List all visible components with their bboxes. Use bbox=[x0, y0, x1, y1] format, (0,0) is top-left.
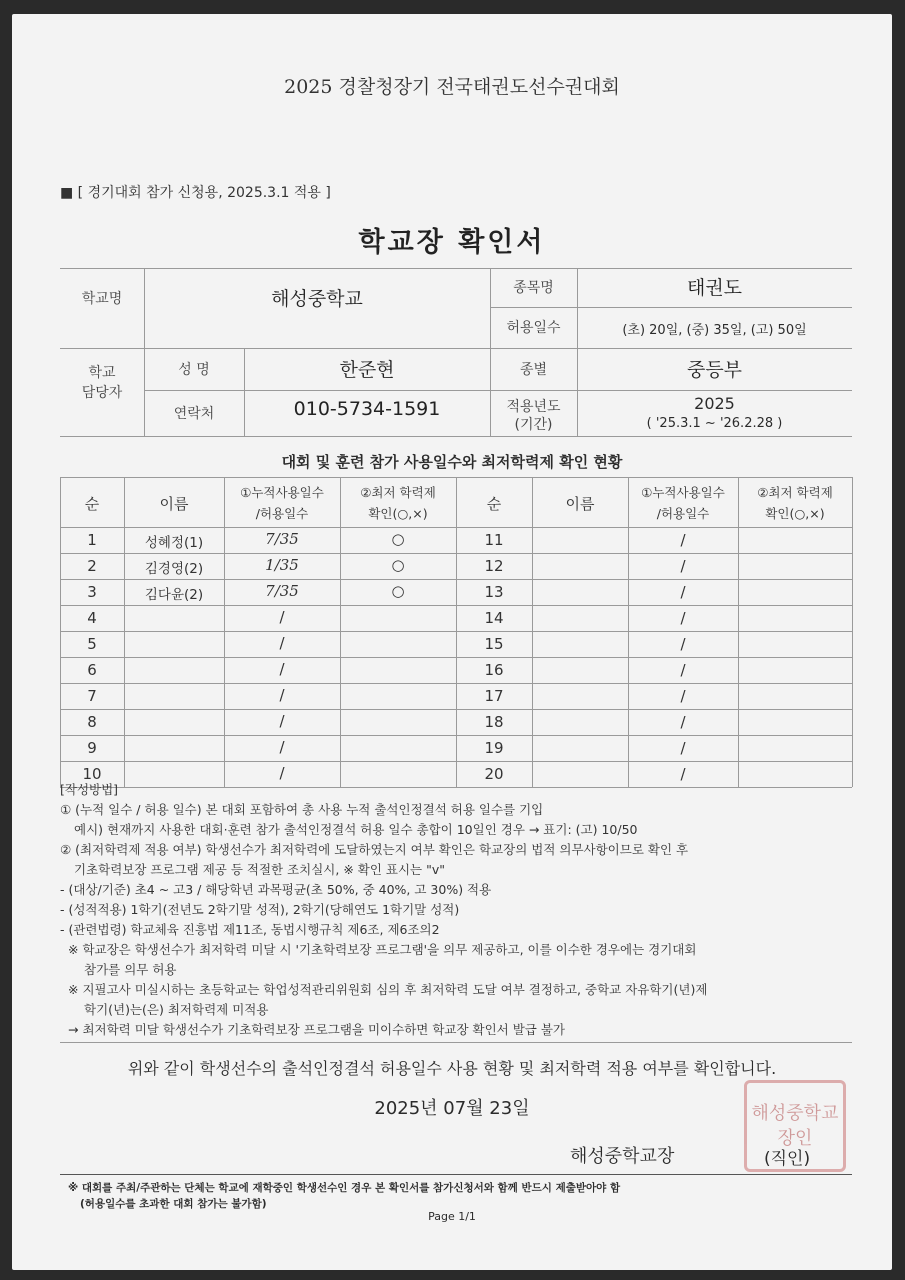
row-no: 2 bbox=[87, 557, 97, 575]
note-1b: 예시) 현재까지 사용한 대회·훈련 참가 출석인정결석 허용 일수 총합이 10일인 경우 → 표기: (고) 10/50 bbox=[74, 822, 638, 837]
row-no-right: 18 bbox=[484, 713, 504, 731]
note-3: - (대상/기준) 초4 ~ 고3 / 해당학년 과목평균(초 50%, 중 40%, 고 30%) 적용 bbox=[60, 882, 492, 897]
header-name-right: 이름 bbox=[565, 495, 595, 513]
sport-value: 태권도 bbox=[686, 277, 743, 299]
row-no: 6 bbox=[87, 661, 97, 679]
note-7b: 학기(년)는(은) 최저학력제 미적용 bbox=[84, 1002, 269, 1017]
header-check-right-line1: ②최저 학력제 bbox=[757, 485, 833, 500]
division-value: 중등부 bbox=[686, 359, 743, 381]
row-no-right: 13 bbox=[484, 583, 504, 601]
note-6: ※ 학교장은 학생선수가 최저학력 미달 시 '기초학력보장 프로그램'을 의무 제공하고, 이를 이수한 경우에는 경기대회 bbox=[68, 942, 697, 957]
note-8: → 최저학력 미달 학생선수가 기초학력보장 프로그램을 미이수하면 학교장 확인서 발급 불가 bbox=[68, 1022, 565, 1037]
document-page bbox=[12, 14, 892, 1270]
row-name: 김경영(2) bbox=[144, 561, 204, 577]
header-no-right: 순 bbox=[486, 495, 502, 513]
contact-value: 010-5734-1591 bbox=[293, 398, 441, 420]
row-days-right: / bbox=[680, 687, 686, 705]
row-no: 8 bbox=[87, 713, 97, 731]
row-no-right: 17 bbox=[484, 687, 504, 705]
row-no: 4 bbox=[87, 609, 97, 627]
row-days: 7/35 bbox=[265, 582, 299, 600]
row-days-right: / bbox=[680, 531, 686, 549]
row-no: 1 bbox=[87, 531, 97, 549]
row-days: / bbox=[279, 634, 285, 652]
row-days-right: / bbox=[680, 557, 686, 575]
row-days-right: / bbox=[680, 765, 686, 783]
row-days: / bbox=[279, 738, 285, 756]
row-days: / bbox=[279, 660, 285, 678]
confirm-text: 위와 같이 학생선수의 출석인정결석 허용일수 사용 현황 및 최저학력 적용 여부를 확인합니다. bbox=[127, 1059, 777, 1078]
header-days-right-line2: /허용일수 bbox=[656, 506, 710, 521]
header-check-right-line2: 확인(○,×) bbox=[765, 506, 825, 521]
footnote-1: ※ 대회를 주최/주관하는 단체는 학교에 재학중인 학생선수인 경우 본 확인서를 참가신청서와 함께 반드시 제출받아야 함 bbox=[68, 1182, 621, 1194]
header-days-right-line1: ①누적사용일수 bbox=[641, 485, 725, 500]
manager-label-1: 학교 bbox=[88, 365, 116, 381]
row-no: 9 bbox=[87, 739, 97, 757]
row-days-right: / bbox=[680, 713, 686, 731]
row-check: ○ bbox=[391, 556, 405, 574]
notes-heading: [작성방법] bbox=[60, 782, 119, 797]
row-check: ○ bbox=[391, 530, 405, 548]
note-2: ② (최저학력제 적용 여부) 학생선수가 최저학력에 도달하였는지 여부 확인은 학교장의 법적 의무사항이므로 확인 후 bbox=[60, 842, 689, 857]
apply-year-value: 2025 bbox=[694, 394, 735, 413]
row-no: 10 bbox=[82, 765, 102, 783]
event-title: 2025 경찰청장기 전국태권도선수권대회 bbox=[284, 76, 620, 98]
row-days: / bbox=[279, 712, 285, 730]
row-days: 7/35 bbox=[265, 530, 299, 548]
header-name-left: 이름 bbox=[159, 495, 189, 513]
header-days-left-line2: /허용일수 bbox=[255, 506, 309, 521]
row-no-right: 12 bbox=[484, 557, 504, 575]
name-label: 성 명 bbox=[178, 362, 210, 378]
seal-label: (직인) bbox=[764, 1149, 811, 1169]
note-7: ※ 지필고사 미실시하는 초등학교는 학업성적관리위원회 심의 후 최저학력 도달 여부 결정하고, 중학교 자유학기(년)제 bbox=[68, 982, 708, 997]
row-days-right: / bbox=[680, 635, 686, 653]
header-check-left-line2: 확인(○,×) bbox=[368, 506, 428, 521]
row-days: / bbox=[279, 764, 285, 782]
row-days-right: / bbox=[680, 661, 686, 679]
note-5: - (관련법령) 학교체육 진흥법 제11조, 동법시행규칙 제6조, 제6조의2 bbox=[60, 922, 440, 937]
footnote-2: (허용일수를 초과한 대회 참가는 불가함) bbox=[80, 1198, 267, 1210]
row-days-right: / bbox=[680, 583, 686, 601]
row-no-right: 14 bbox=[484, 609, 504, 627]
row-no-right: 20 bbox=[484, 765, 504, 783]
manager-label-2: 담당자 bbox=[81, 385, 123, 401]
school-value: 해성중학교 bbox=[271, 288, 363, 310]
row-days: / bbox=[279, 686, 285, 704]
stamp-text: 해성중학교장인 bbox=[751, 1102, 839, 1149]
allowed-days-label: 허용일수 bbox=[506, 320, 561, 336]
row-days: / bbox=[279, 608, 285, 626]
page-number: Page 1/1 bbox=[428, 1210, 476, 1223]
purpose-line: ■ [ 경기대회 참가 신청용, 2025.3.1 적용 ] bbox=[60, 185, 331, 201]
document-title: 학교장 확인서 bbox=[358, 227, 546, 258]
sport-label: 종목명 bbox=[513, 280, 554, 296]
row-check: ○ bbox=[391, 582, 405, 600]
row-no-right: 15 bbox=[484, 635, 504, 653]
row-no: 3 bbox=[87, 583, 97, 601]
row-no-right: 19 bbox=[484, 739, 504, 757]
division-label: 종별 bbox=[519, 362, 548, 378]
row-days-right: / bbox=[680, 609, 686, 627]
header-no-left: 순 bbox=[84, 495, 100, 513]
confirm-date: 2025년 07월 23일 bbox=[374, 1098, 530, 1119]
header-check-left-line1: ②최저 학력제 bbox=[360, 485, 436, 500]
row-name: 성혜정(1) bbox=[144, 535, 204, 551]
note-6b: 참가를 의무 허용 bbox=[84, 962, 177, 977]
apply-year-label-1: 적용년도 bbox=[506, 399, 561, 415]
row-no: 5 bbox=[87, 635, 97, 653]
signer: 해성중학교장 bbox=[570, 1146, 675, 1167]
row-name: 김다윤(2) bbox=[144, 587, 204, 603]
row-days: 1/35 bbox=[265, 556, 299, 574]
apply-period: ( '25.3.1 ~ '26.2.28 ) bbox=[646, 416, 783, 431]
school-label: 학교명 bbox=[81, 291, 123, 307]
row-no: 7 bbox=[87, 687, 97, 705]
status-section-title: 대회 및 훈련 참가 사용일수와 최저학력제 확인 현황 bbox=[281, 453, 623, 471]
row-no-right: 11 bbox=[484, 531, 504, 549]
apply-year-label-2: (기간) bbox=[514, 417, 553, 433]
note-4: - (성적적용) 1학기(전년도 2학기말 성적), 2학기(당해연도 1학기말 성적) bbox=[60, 902, 460, 917]
contact-label: 연락처 bbox=[173, 406, 215, 422]
note-2b: 기초학력보장 프로그램 제공 등 적절한 조치실시, ※ 확인 표시는 "v" bbox=[74, 862, 445, 877]
row-days-right: / bbox=[680, 739, 686, 757]
header-days-left-line1: ①누적사용일수 bbox=[240, 485, 324, 500]
note-1: ① (누적 일수 / 허용 일수) 본 대회 포함하여 총 사용 누적 출석인정결석 허용 일수를 기입 bbox=[60, 802, 544, 817]
row-no-right: 16 bbox=[484, 661, 504, 679]
allowed-days-value: (초) 20일, (중) 35일, (고) 50일 bbox=[622, 323, 807, 338]
name-value: 한준현 bbox=[339, 359, 395, 381]
